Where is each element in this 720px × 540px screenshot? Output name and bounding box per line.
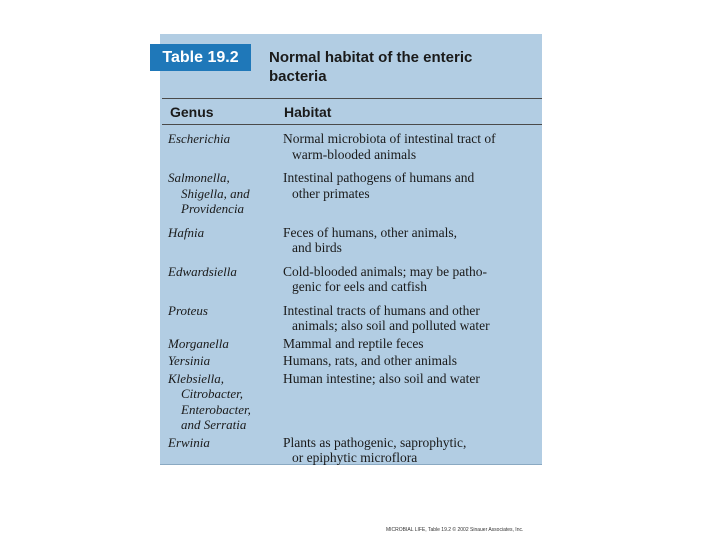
- habitat-line: or epiphytic microflora: [292, 450, 418, 465]
- genus-line: Edwardsiella: [168, 263, 237, 279]
- habitat-line: Intestinal pathogens of humans and: [283, 170, 475, 185]
- habitat-line: Feces of humans, other animals,: [283, 224, 457, 240]
- habitat-line: animals; also soil and polluted water: [292, 318, 490, 333]
- column-header-habitat: Habitat: [284, 104, 332, 120]
- genus-cell: [168, 353, 283, 369]
- table-number-badge: Table 19.2: [150, 44, 251, 71]
- table-body: [168, 131, 540, 466]
- header-top-rule: [162, 98, 542, 99]
- habitat-cell: [283, 435, 540, 466]
- genus-line: Providencia: [181, 201, 245, 216]
- habitat-cell: [283, 353, 540, 369]
- habitat-cell: [283, 131, 540, 162]
- habitat-line: Mammal and reptile feces: [283, 335, 424, 351]
- habitat-line: and birds: [292, 240, 342, 255]
- genus-line: Shigella, and: [181, 185, 250, 201]
- header-bottom-rule: [162, 124, 542, 125]
- copyright-credit: MICROBIAL LIFE, Table 19.2 © 2002 Sinauer Associates, Inc.: [386, 527, 524, 533]
- table-row: [168, 303, 540, 334]
- habitat-line: warm-blooded animals: [292, 146, 417, 162]
- table-row: [168, 353, 540, 369]
- habitat-line: Cold-blooded animals; may be patho-: [283, 263, 487, 279]
- genus-cell: [168, 303, 283, 334]
- genus-line: Hafnia: [168, 224, 205, 240]
- genus-cell: [168, 336, 283, 352]
- table-title: Normal habitat of the enteric bacteria: [269, 49, 473, 85]
- genus-line: Proteus: [168, 302, 208, 318]
- genus-line: Morganella: [168, 335, 229, 351]
- habitat-cell: [283, 336, 540, 352]
- habitat-line: genic for eels and catfish: [292, 279, 427, 294]
- genus-line: Enterobacter,: [181, 401, 251, 417]
- table-row: [168, 170, 540, 217]
- genus-cell: [168, 170, 283, 217]
- genus-line: Yersinia: [168, 353, 211, 368]
- habitat-cell: [283, 303, 540, 334]
- table-row: [168, 336, 540, 352]
- genus-cell: [168, 225, 283, 256]
- genus-line: Escherichia: [168, 131, 231, 146]
- table-row: [168, 435, 540, 466]
- table-row: [168, 131, 540, 162]
- genus-cell: [168, 371, 283, 433]
- genus-cell: [168, 264, 283, 295]
- genus-cell: [168, 131, 283, 162]
- habitat-line: Human intestine; also soil and water: [283, 370, 480, 386]
- habitat-line: other primates: [292, 185, 370, 201]
- table-row: [168, 225, 540, 256]
- column-header-genus: Genus: [170, 104, 214, 120]
- habitat-cell: [283, 371, 540, 433]
- table-row: [168, 371, 540, 433]
- genus-line: and Serratia: [181, 417, 247, 432]
- habitat-cell: [283, 225, 540, 256]
- genus-cell: [168, 435, 283, 466]
- habitat-cell: [283, 170, 540, 217]
- habitat-cell: [283, 264, 540, 295]
- habitat-line: Humans, rats, and other animals: [283, 353, 457, 368]
- habitat-line: Intestinal tracts of humans and other: [283, 302, 480, 318]
- habitat-line: Normal microbiota of intestinal tract of: [283, 131, 496, 146]
- genus-line: Salmonella,: [168, 170, 230, 185]
- genus-line: Citrobacter,: [181, 386, 243, 401]
- table-row: [168, 264, 540, 295]
- genus-line: Erwinia: [168, 434, 210, 450]
- genus-line: Klebsiella,: [168, 370, 224, 386]
- habitat-line: Plants as pathogenic, saprophytic,: [283, 434, 467, 450]
